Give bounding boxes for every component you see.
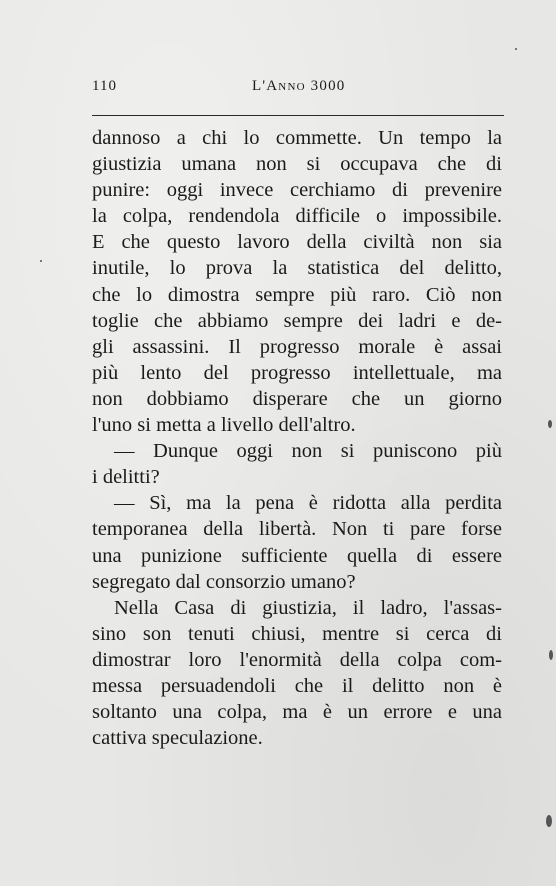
text-line: — Dunque oggi non si puniscono più [114,440,502,463]
text-line: più lento del progresso intellettuale, ma [92,361,502,384]
text-line: segregato dal consorzio umano? [92,570,356,593]
text-line: messa persuadendoli che il delitto non è [92,674,502,697]
text-line: una punizione sufficiente quella di essere [92,544,502,567]
text-line: gli assassini. Il progresso morale è assai [92,335,502,358]
text-line: inutile, lo prova la statistica del delitto, [92,257,502,280]
text-line: giustizia umana non si occupava che di [92,153,502,176]
text-line: cattiva speculazione. [92,727,263,750]
text-line: Nella Casa di giustizia, il ladro, l'assas- [114,596,502,619]
text-line: E che questo lavoro della civiltà non sia [92,231,502,254]
text-line: soltanto una colpa, ma è un errore e una [92,701,502,724]
paper-speck [515,48,517,50]
paper-speck [548,420,552,428]
page-header [90,78,503,100]
text-line: toglie che abbiamo sempre dei ladri e de- [92,309,502,332]
text-line: non dobbiamo disperare che un giorno [92,387,502,410]
text-line: l'uno si metta a livello dell'altro. [92,414,356,437]
text-line: punire: oggi invece cerchiamo di prevenire [92,179,502,202]
page-number: 110 [92,78,117,94]
text-line: i delitti? [92,466,160,489]
header-rule [92,115,504,116]
text-line: sino son tenuti chiusi, mentre si cerca di [92,622,502,645]
running-title: L'Anno 3000 [252,78,346,94]
text-line: la colpa, rendendola difficile o impossibile. [92,205,502,228]
paper-speck [546,815,552,827]
text-line: temporanea della libertà. Non ti pare forse [92,518,502,541]
text-line: dannoso a chi lo commette. Un tempo la [92,127,502,149]
text-line: che lo dimostra sempre più raro. Ciò non [92,283,502,306]
text-line: — Sì, ma la pena è ridotta alla perdita [114,492,502,515]
paper-speck [549,650,553,660]
body-text [92,125,502,751]
text-line: dimostrar loro l'enormità della colpa com- [92,648,502,671]
paper-speck [40,260,42,262]
